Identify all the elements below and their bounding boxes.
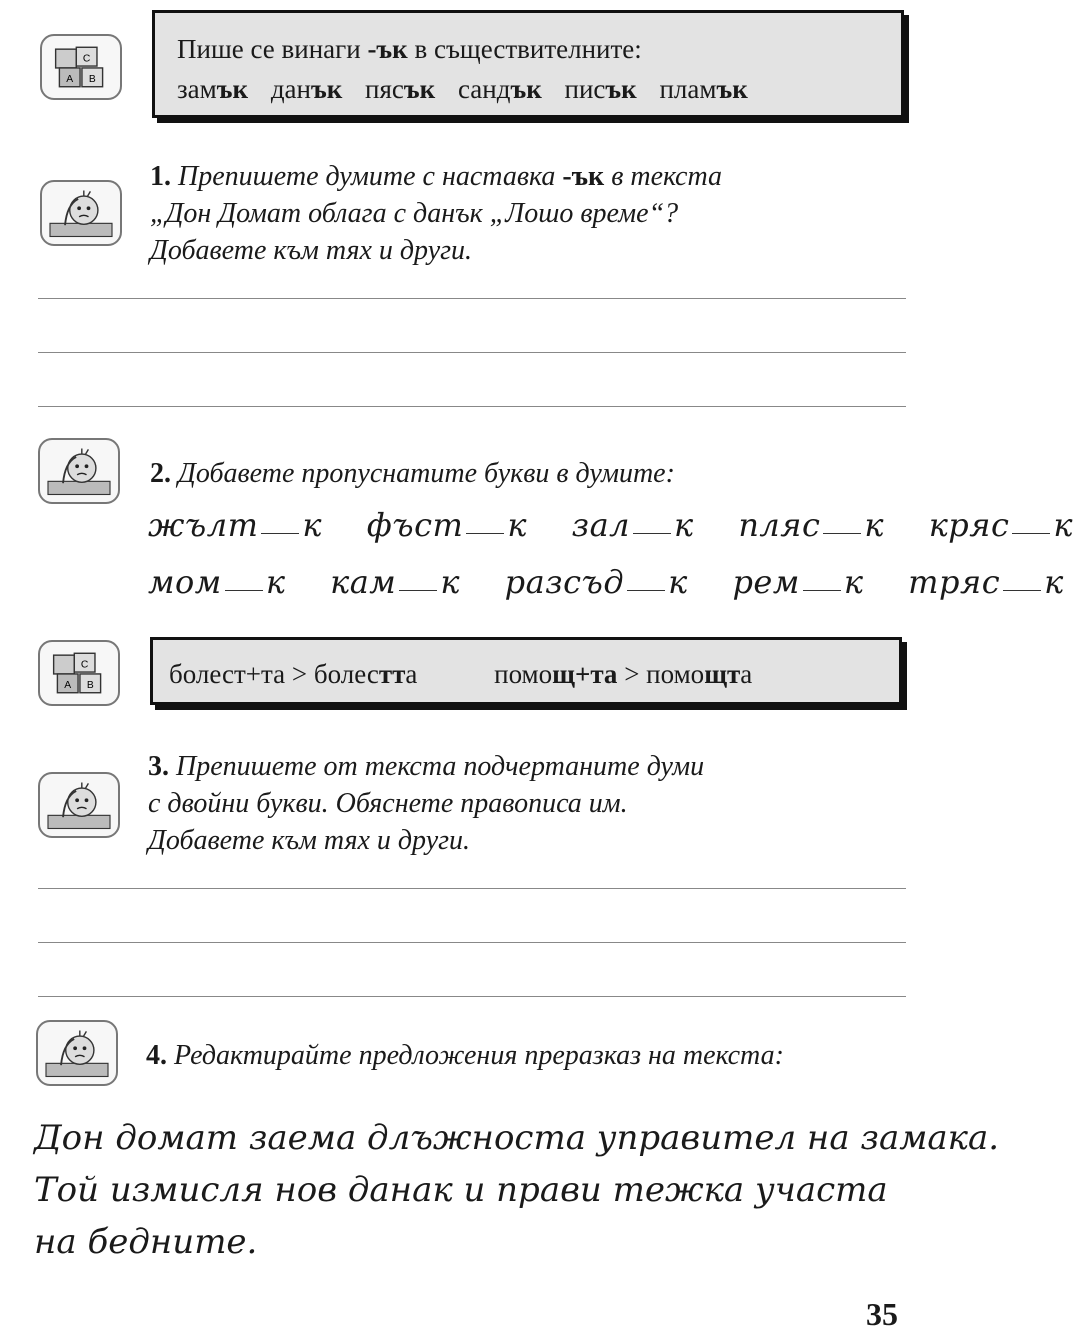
thinking-child-icon — [38, 772, 120, 838]
missing-letter-blank[interactable] — [823, 532, 861, 534]
example-bold: щ+та — [552, 659, 618, 689]
missing-letter-blank[interactable] — [399, 589, 437, 591]
example-word — [565, 74, 637, 104]
missing-letter-blank[interactable] — [466, 532, 504, 534]
story-line-3: на бедните. — [34, 1222, 258, 1262]
task-number: 2. — [150, 458, 171, 489]
word-stem: зал — [571, 506, 631, 544]
example-part: > помо — [617, 659, 705, 689]
word-ending: к — [864, 506, 885, 544]
svg-text:B: B — [86, 680, 94, 692]
example-stem: санд — [457, 74, 511, 104]
word-stem: разсъд — [504, 563, 625, 601]
gap-word — [929, 506, 1073, 544]
gap-words-row-1 — [148, 506, 1073, 544]
writing-line[interactable] — [38, 352, 906, 353]
thinking-child-icon — [40, 180, 122, 246]
rule-examples — [177, 69, 901, 109]
word-ending: к — [674, 506, 694, 544]
task-text: в текста — [604, 161, 723, 192]
example-ending: ък — [216, 74, 249, 104]
example-stem: зам — [177, 74, 217, 104]
example-part: а — [740, 659, 753, 689]
gap-word — [738, 506, 884, 544]
word-stem: кам — [330, 563, 397, 601]
example-part: помо — [494, 659, 553, 689]
word-stem: мом — [148, 563, 222, 601]
example-word — [365, 74, 435, 104]
gap-word — [572, 506, 694, 544]
word-ending: к — [440, 563, 460, 601]
task-1-line-1 — [150, 158, 722, 195]
gap-word — [505, 563, 688, 601]
missing-letter-blank[interactable] — [1003, 589, 1041, 591]
gap-word — [148, 506, 322, 544]
gap-word — [330, 563, 460, 601]
example-part: +та > болес — [245, 659, 379, 689]
example-right — [494, 659, 752, 689]
example-ending: ък — [716, 74, 748, 104]
missing-letter-blank[interactable] — [633, 532, 671, 534]
svg-text:C: C — [80, 659, 89, 671]
svg-text:A: A — [66, 74, 74, 86]
word-stem: фъст — [366, 506, 464, 544]
rule-box-suffix-ak — [152, 10, 904, 118]
task-3 — [148, 748, 704, 859]
task-number: 1. — [150, 161, 171, 192]
task-4 — [146, 1037, 784, 1074]
task-3-line-3: Добавете към тях и други. — [148, 825, 471, 856]
rule-examples-double — [169, 654, 899, 694]
missing-letter-blank[interactable] — [225, 589, 263, 591]
word-stem: пляс — [738, 506, 821, 544]
missing-letter-blank[interactable] — [803, 589, 841, 591]
example-word — [271, 74, 342, 104]
task-bold: -ък — [562, 161, 605, 192]
thinking-child-icon — [38, 438, 120, 504]
example-ending: ък — [403, 74, 436, 104]
gap-words-row-2 — [148, 563, 1064, 601]
example-bold: тт — [378, 659, 406, 689]
page-number: 35 — [866, 1296, 898, 1332]
task-text: Препишете думите с наставка — [171, 161, 563, 192]
word-stem: жълт — [148, 506, 259, 544]
gap-word — [148, 563, 285, 601]
task-2 — [150, 455, 675, 492]
task-number: 4. — [146, 1040, 167, 1071]
svg-text:A: A — [64, 680, 72, 692]
gap-word — [908, 563, 1064, 601]
word-ending: к — [507, 506, 527, 544]
word-ending: к — [843, 563, 864, 601]
missing-letter-blank[interactable] — [1012, 532, 1050, 534]
example-left — [169, 659, 417, 689]
example-part: а — [405, 659, 418, 689]
word-ending: к — [1053, 506, 1073, 544]
writing-line[interactable] — [38, 996, 906, 997]
task-3-line-2: с двойни букви. Обяснете правописа им. — [148, 788, 628, 819]
word-ending: к — [302, 506, 323, 544]
writing-line[interactable] — [38, 888, 906, 889]
handwritten-story — [34, 1112, 999, 1268]
abc-blocks-icon — [40, 34, 122, 100]
task-text: Редактирайте предложения преразказ на текста: — [167, 1040, 784, 1071]
task-text: Препишете от текста подчертаните думи — [169, 751, 705, 782]
task-text: Добавете пропуснатите букви в думите: — [171, 458, 675, 489]
svg-text:C: C — [82, 53, 91, 65]
word-ending: к — [668, 563, 688, 601]
rule-box-double-letters — [150, 637, 902, 705]
task-1-line-2: „Дон Домат облага с данък „Лошо време“? — [150, 198, 679, 229]
example-part: болест — [169, 659, 246, 689]
story-line-2: Той измисля нов данак и прави тежка участа — [34, 1170, 888, 1210]
example-ending: ък — [605, 74, 637, 104]
task-1 — [150, 158, 722, 269]
writing-line[interactable] — [38, 942, 906, 943]
rule-title — [177, 29, 901, 69]
writing-line[interactable] — [38, 406, 906, 407]
task-number: 3. — [148, 751, 169, 782]
example-stem: пяс — [365, 74, 404, 104]
rule-title-bold: -ък — [367, 34, 408, 64]
thinking-child-icon — [36, 1020, 118, 1086]
story-line-1: Дон домат заема длъжноста управител на замака. — [34, 1118, 1000, 1158]
example-bold: щт — [704, 659, 741, 689]
example-word — [659, 74, 747, 104]
task-1-line-3: Добавете към тях и други. — [150, 235, 473, 266]
example-ending: ък — [310, 74, 343, 104]
gap-word — [367, 506, 527, 544]
rule-title-prefix: Пише се винаги — [177, 34, 368, 64]
word-ending: к — [1044, 563, 1064, 601]
example-stem: пис — [564, 74, 606, 104]
missing-letter-blank[interactable] — [627, 589, 665, 591]
task-3-line-1 — [148, 748, 704, 785]
gap-word — [732, 563, 863, 601]
missing-letter-blank[interactable] — [261, 532, 299, 534]
example-ending: ък — [510, 74, 542, 104]
example-word — [177, 74, 248, 104]
example-word — [458, 74, 542, 104]
example-stem: дан — [270, 74, 311, 104]
word-ending: к — [265, 563, 286, 601]
word-stem: тряс — [908, 563, 1001, 601]
word-stem: рем — [732, 563, 800, 601]
svg-text:B: B — [88, 74, 96, 86]
example-stem: плам — [659, 74, 717, 104]
writing-line[interactable] — [38, 298, 906, 299]
rule-title-suffix: в съществителните: — [407, 34, 642, 64]
word-stem: кряс — [928, 506, 1010, 544]
abc-blocks-icon — [38, 640, 120, 706]
